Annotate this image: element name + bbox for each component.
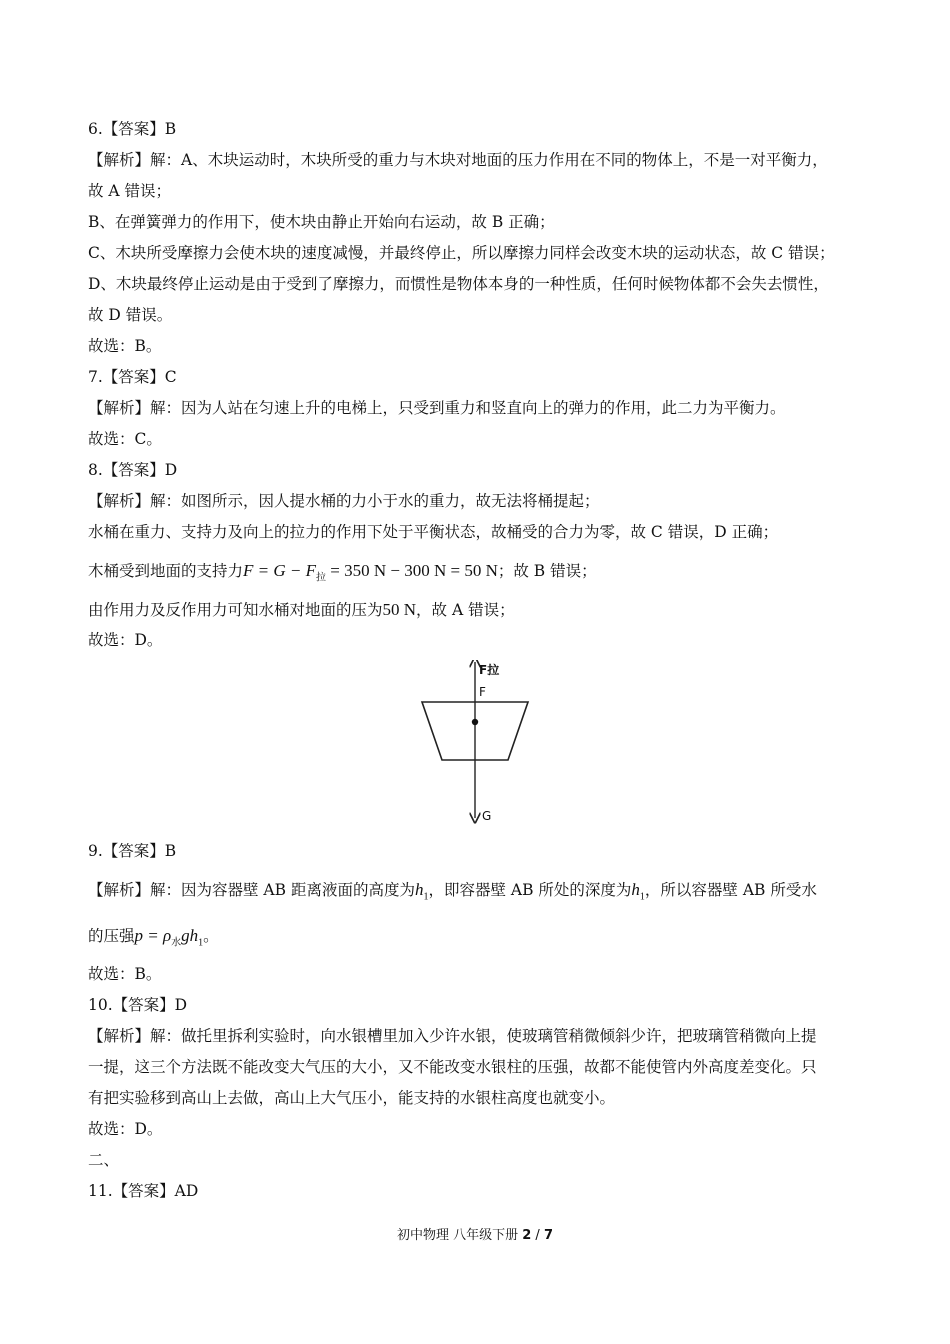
q8-answer: 8.【答案】D	[88, 461, 178, 479]
q6-choice: 故选：B。	[88, 337, 162, 355]
q9-analysis-a1: 【解析】解：因为容器壁 AB 距离液面的高度为$h_1$，即容器壁 AB 所处的深度为$h_1$，所以容器壁 AB 所受水	[88, 880, 817, 903]
q6-analysis-d2: 故 D 错误。	[88, 306, 173, 324]
section-2-heading: 二、	[88, 1151, 120, 1169]
q6-analysis-a2: 故 A 错误；	[88, 182, 172, 200]
page-total: 7	[543, 1228, 553, 1243]
page-number: 2	[522, 1228, 532, 1243]
support-force-label: F	[479, 685, 486, 699]
q6-answer: 6.【答案】B	[88, 120, 177, 138]
page-footer: 初中物理 八年级下册 2 / 7	[396, 1228, 553, 1243]
q9-answer: 9.【答案】B	[88, 842, 177, 860]
q7-choice: 故选：C。	[88, 430, 162, 448]
bucket-force-diagram	[88, 656, 868, 836]
q8-analysis-a1: 【解析】解：如图所示，因人提水桶的力小于水的重力，故无法将桶提起；	[88, 492, 600, 510]
answer-content	[88, 114, 868, 1207]
force-diagram-svg	[418, 660, 618, 832]
q9-analysis-a2: 的压强$p = \rho_水gh_1$。	[88, 926, 219, 949]
q6-analysis-d1: D、木块最终停止运动是由于受到了摩擦力，而惯性是物体本身的一种性质，任何时候物体都不会失去惯性，	[88, 275, 829, 293]
q8-analysis-a4: 由作用力及反作用力可知水桶对地面的压为50 N，故 A 错误；	[88, 600, 515, 619]
q10-analysis-a2: 一提，这三个方法既不能改变大气压的大小，又不能改变水银柱的压强，故都不能使管内外高度差变化。只	[88, 1058, 817, 1076]
q6-analysis-b: B、在弹簧弹力的作用下，使木块由静止开始向右运动，故 B 正确；	[88, 213, 555, 231]
q8-choice: 故选：D。	[88, 631, 163, 649]
q7-answer: 7.【答案】C	[88, 368, 177, 386]
q8-analysis-a3: 木桶受到地面的支持力$F = G - F_拉 = 350$ N − 300 N = 50 N；故 B 错误；	[88, 561, 597, 584]
q10-answer: 10.【答案】D	[88, 996, 188, 1014]
q6-analysis-a1: 【解析】解：A、木块运动时，木块所受的重力与木块对地面的压力作用在不同的物体上，不是一对平衡力，	[88, 151, 828, 169]
q9-choice: 故选：B。	[88, 965, 162, 983]
q8-analysis-a2: 水桶在重力、支持力及向上的拉力的作用下处于平衡状态，故桶受的合力为零，故 C 错误，D 正确；	[88, 523, 779, 541]
support-force-formula: $F = G - F_拉 = 350$ N − 300 N = 50 N	[243, 561, 498, 584]
pressure-formula: $p = \rho_水gh_1$	[134, 926, 204, 949]
q10-choice: 故选：D。	[88, 1120, 163, 1138]
q7-analysis: 【解析】解：因为人站在匀速上升的电梯上，只受到重力和竖直向上的弹力的作用，此二力为平衡力。	[88, 399, 786, 417]
center-point	[472, 719, 478, 725]
gravity-label: G	[482, 809, 492, 823]
q6-analysis-c: C、木块所受摩擦力会使木块的速度减慢，并最终停止，所以摩擦力同样会改变木块的运动状态，故 C 错误；	[88, 244, 835, 262]
q10-analysis-a3: 有把实验移到高山上去做，高山上大气压小，能支持的水银柱高度也就变小。	[88, 1089, 616, 1107]
pull-force-label: F拉	[479, 663, 500, 677]
q11-answer: 11.【答案】AD	[88, 1182, 199, 1200]
q10-analysis-a1: 【解析】解：做托里拆利实验时，向水银槽里加入少许水银，使玻璃管稍微倾斜少许，把玻璃管稍微向上提	[88, 1027, 817, 1045]
